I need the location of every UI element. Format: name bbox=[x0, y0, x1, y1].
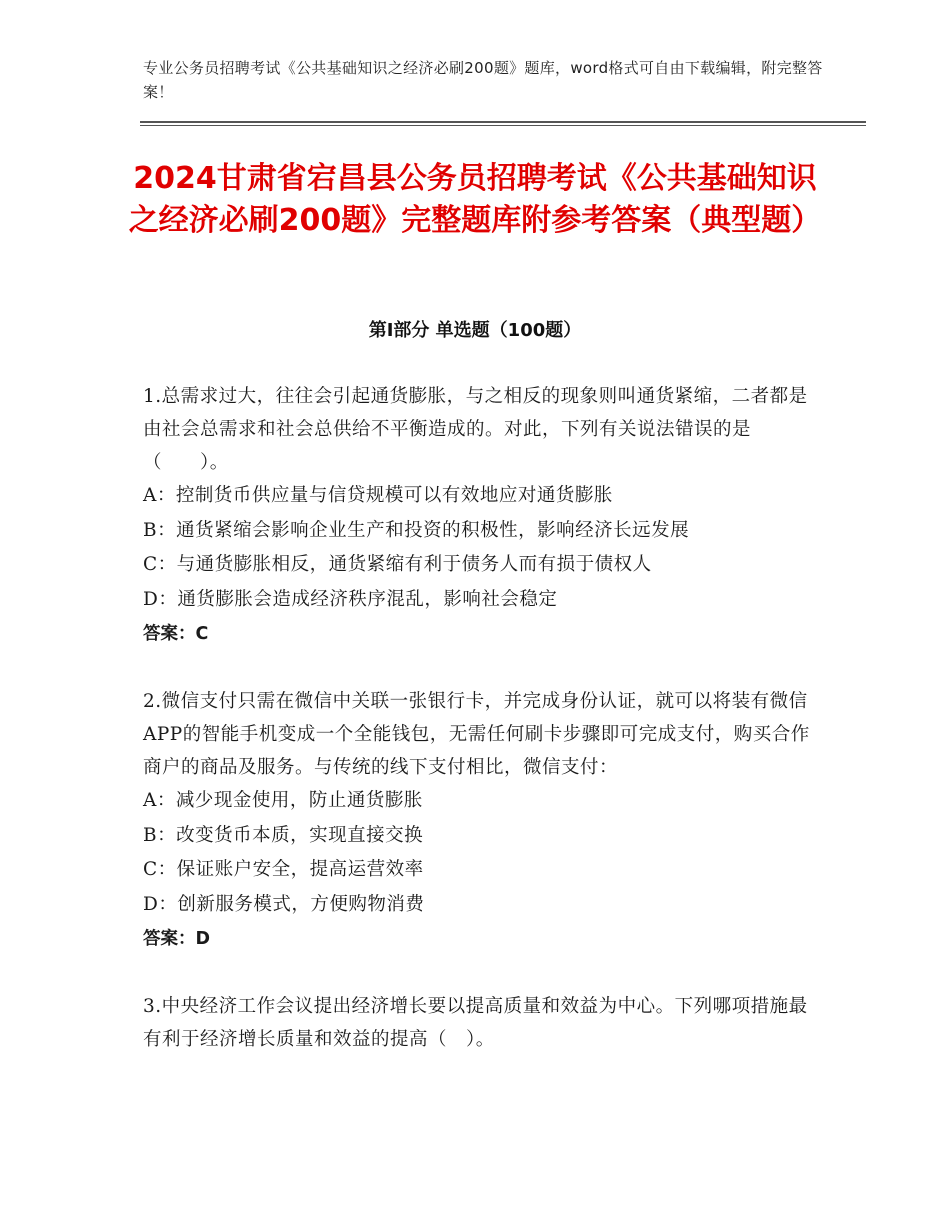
question-2 bbox=[143, 685, 813, 956]
question-stem: 3.中央经济工作会议提出经济增长要以提高质量和效益为中心。下列哪项措施最有利于经济增长质量和效益的提高（ ）。 bbox=[143, 996, 808, 1050]
document-title: 2024甘肃省宕昌县公务员招聘考试《公共基础知识之经济必刷200题》完整题库附参考答案（典型题） bbox=[128, 161, 822, 238]
option-a: A：控制货币供应量与信贷规模可以有效地应对通货膨胀 bbox=[143, 485, 613, 506]
question-stem: 1.总需求过大，往往会引起通货膨胀，与之相反的现象则叫通货紧缩，二者都是由社会总需求和社会总供给不平衡造成的。对此，下列有关说法错误的是（ ）。 bbox=[143, 386, 808, 473]
option-a: A：减少现金使用，防止通货膨胀 bbox=[143, 790, 423, 811]
header-note: 专业公务员招聘考试《公共基础知识之经济必刷200题》题库，word格式可自由下载编辑，附完整答案！ bbox=[143, 59, 823, 101]
option-c: C：与通货膨胀相反，通货紧缩有利于债务人而有损于债权人 bbox=[143, 554, 652, 575]
question-1 bbox=[143, 380, 813, 651]
question-list bbox=[143, 380, 813, 1090]
question-3 bbox=[143, 990, 813, 1056]
option-d: D：创新服务模式，方便购物消费 bbox=[143, 893, 425, 915]
answer: 答案：C bbox=[143, 624, 209, 644]
section-title: 第Ⅰ部分 单选题（100题） bbox=[368, 320, 582, 341]
option-b: B：改变货币本质，实现直接交换 bbox=[143, 824, 424, 846]
option-c: C：保证账户安全，提高运营效率 bbox=[143, 859, 424, 880]
question-stem: 2.微信支付只需在微信中关联一张银行卡，并完成身份认证，就可以将装有微信APP的智能手机变成一个全能钱包，无需任何刷卡步骤即可完成支付，购买合作商户的商品及服务。与传统的线下支付相比，微信支付： bbox=[143, 691, 810, 778]
header-divider bbox=[140, 121, 866, 123]
header-divider-thin bbox=[140, 125, 866, 126]
answer: 答案：D bbox=[143, 929, 211, 949]
option-b: B：通货紧缩会影响企业生产和投资的积极性，影响经济长远发展 bbox=[143, 519, 690, 541]
option-d: D：通货膨胀会造成经济秩序混乱，影响社会稳定 bbox=[143, 588, 558, 610]
